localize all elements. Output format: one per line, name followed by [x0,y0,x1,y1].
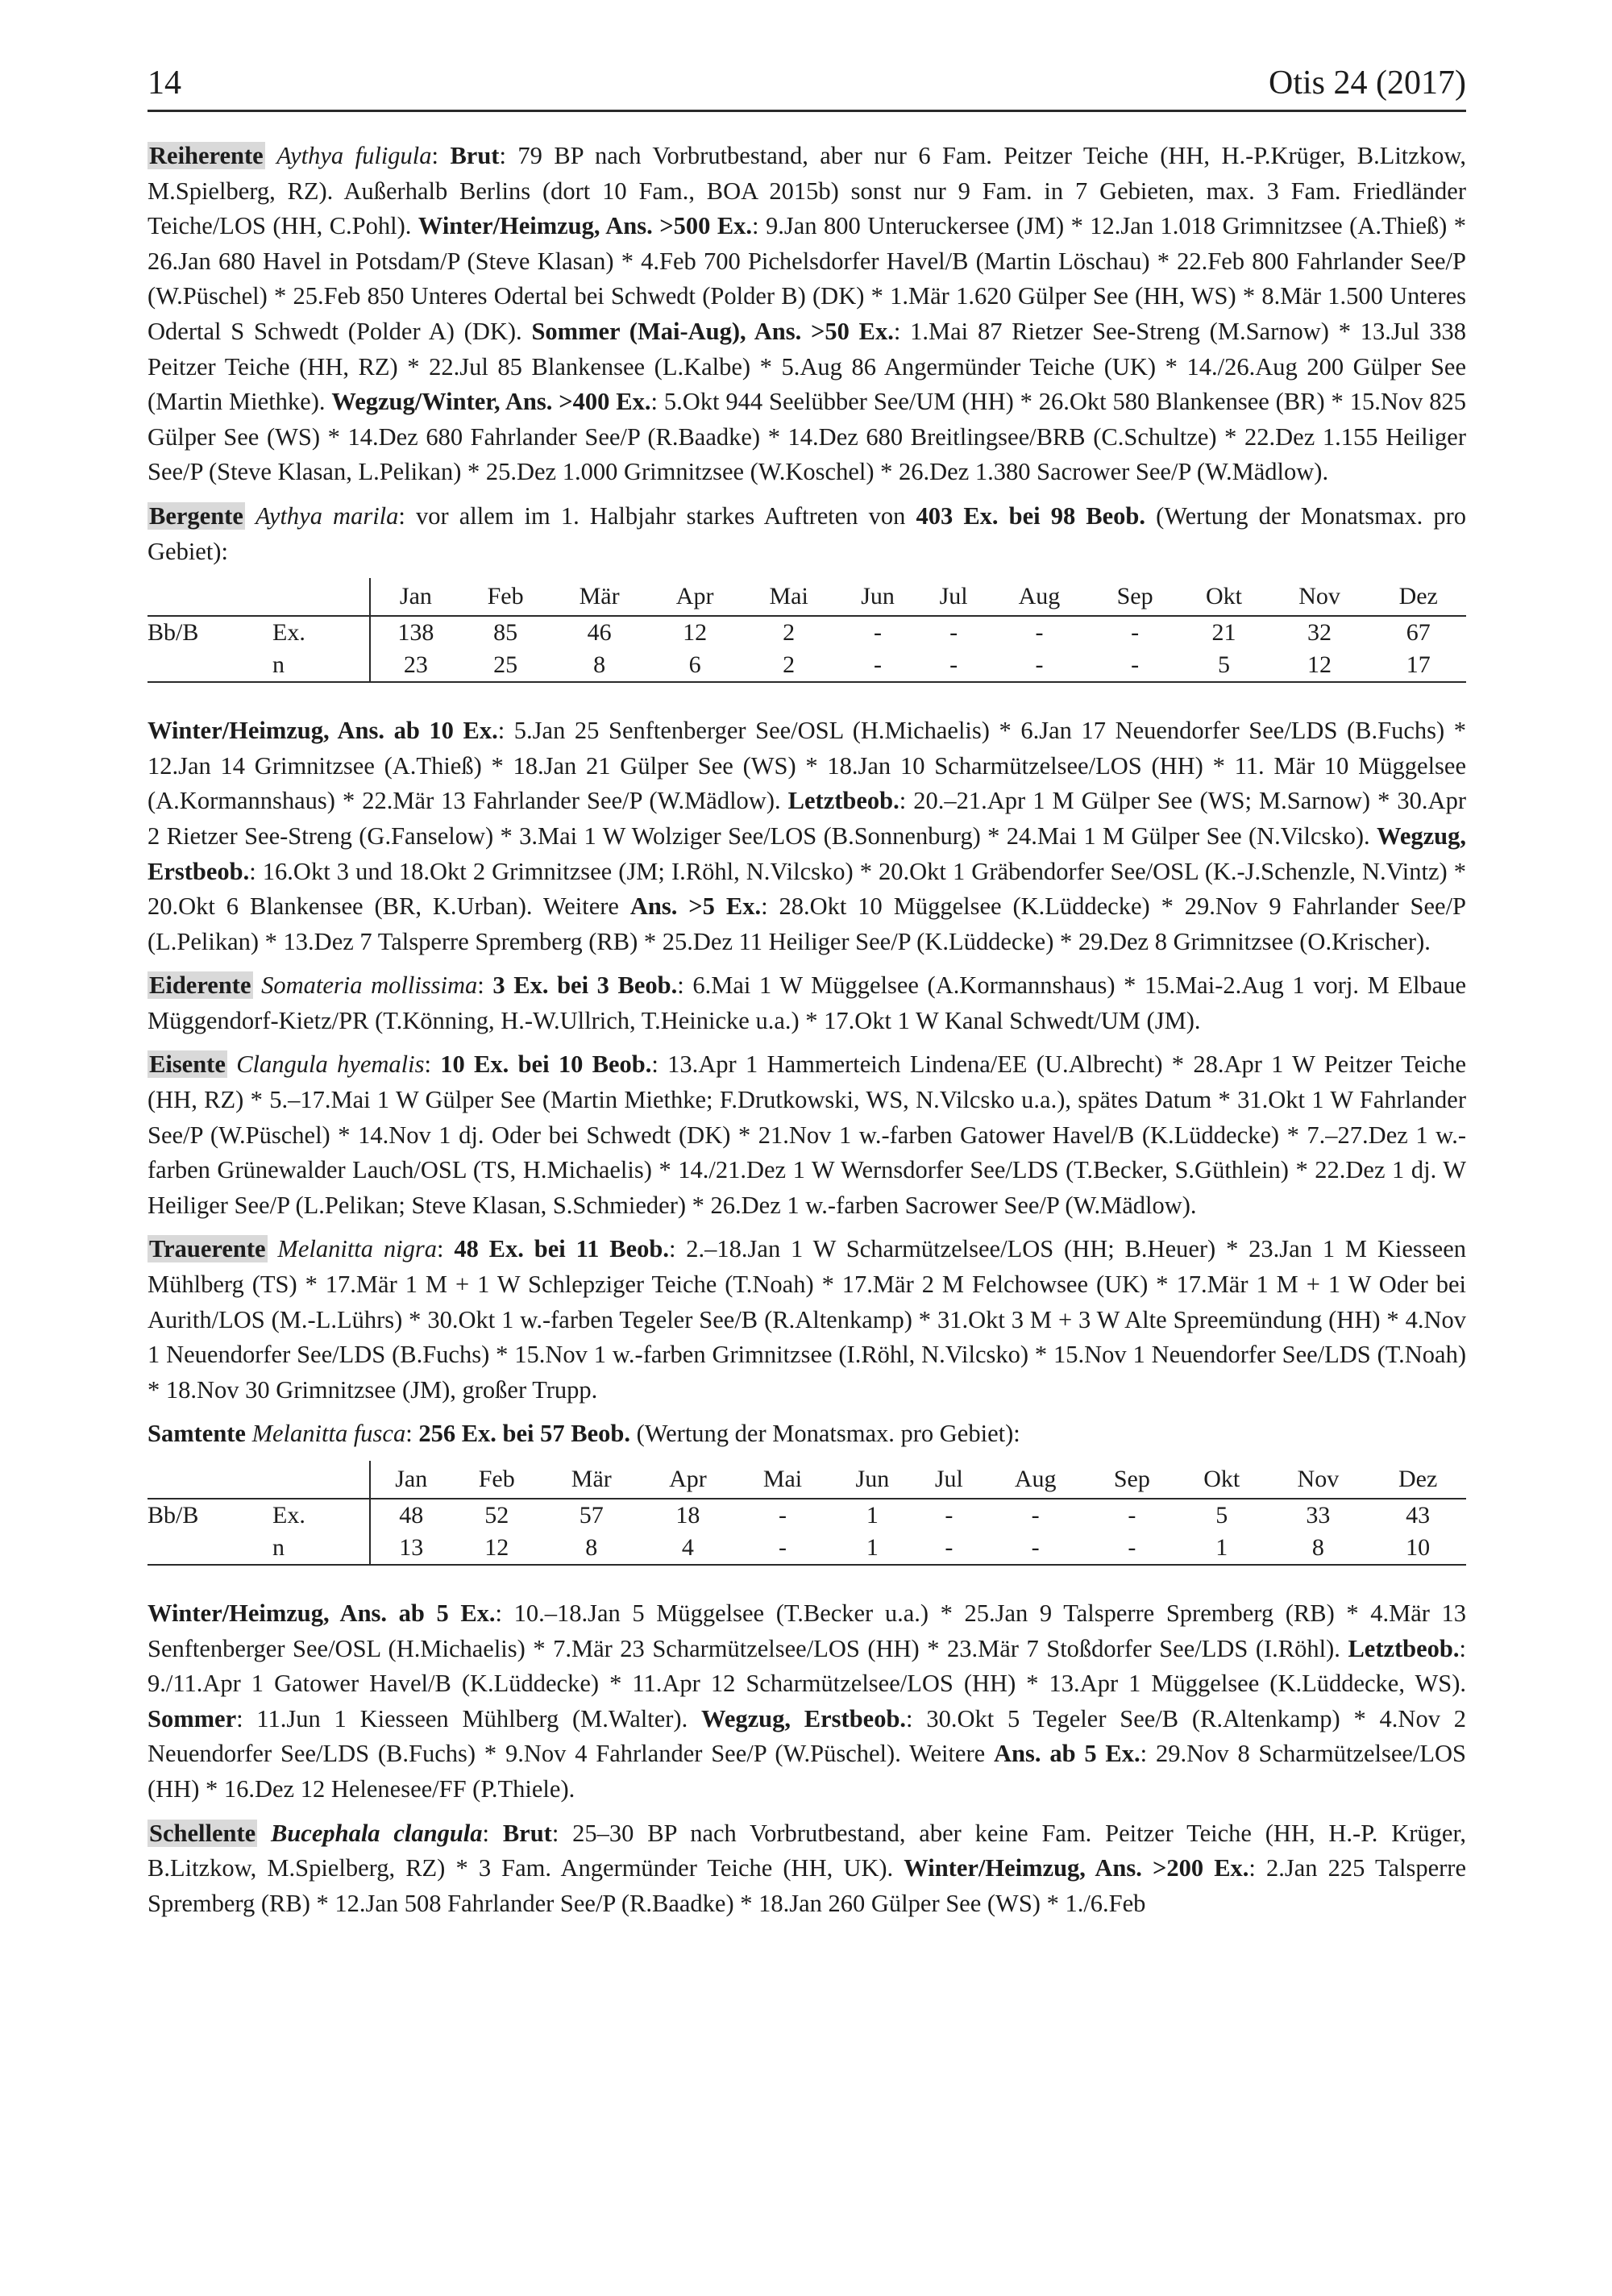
bold-run: Wegzug/Winter, Ans. >400 Ex. [331,388,651,416]
bold-run: Winter/Heimzug, Ans. ab 5 Ex. [147,1599,496,1627]
text-run: : 1.Mai 87 Rietzer See-Streng (M.Sarnow) * 13.Jul 338 Peitzer Teiche (HH, RZ) * 22.Jul 85 Blankensee (L.Kalbe) * 5.Aug 86 Angermünder Teiche (UK) * 14./26.Aug 200 Gülper See (Martin Miethke). [147,317,1466,416]
table-header-row [147,578,1466,616]
table-cell: 23 [370,649,461,682]
species-entry-samtente [147,1416,1466,1452]
text-run: : 13.Apr 1 Hammerteich Lindena/EE (U.Albrecht) * 28.Apr 1 W Peitzer Teiche (HH, RZ) * 5.–17.Mai 1 W Gülper See (Martin Miethke; F.Drutkowski, WS, N.Vilcsko u.a.), spätes Datum * 31.Okt 1 W Fahrlander See/P (W.Püschel) * 14.Nov 1 dj. Oder bei Schwedt (DK) * 21.Nov 1 w.-farben Gatower Havel/B (K.Lüddecke) * 7.–27.Dez 1 w.-farben Grünewalder Lauch/OSL (TS, H.Michaelis) * 14./21.Dez 1 W Wernsdorfer See/LDS (T.Becker, S.Güthlein) * 22.Dez 1 dj. W Heiliger See/P (L.Pelikan; Steve Klasan, S.Schmieder) * 26.Dez 1 w.-farben Sacrower See/P (W.Mädlow). [147,1050,1466,1219]
text-run: : vor allem im 1. Halbjahr starkes Auftreten von [398,501,916,530]
table-cell: 32 [1307,619,1332,647]
bold-run: 48 Ex. bei 11 Beob. [454,1235,669,1263]
text-run: : 11.Jun 1 Kiesseen Mühlberg (M.Walter). [236,1704,702,1732]
latin-name: Bucephala clangula [270,1819,483,1847]
journal-title: Otis 24 (2017) [1269,64,1466,102]
latin-name: Clangula hyemalis [236,1050,425,1079]
species-entry-reiherente [147,139,1466,490]
bold-run: Winter/Heimzug, Ans. >200 Ex. [904,1854,1249,1882]
month-header: Jul [919,578,988,616]
table-cell: 43 [1406,1502,1431,1529]
month-header: Jun [837,578,919,616]
table-row [147,616,1466,649]
month-header: Jan [370,578,461,616]
month-header: Sep [1091,578,1179,616]
month-header: Jan [370,1461,452,1499]
species-entry-bergente [147,499,1466,569]
text-run: : [436,1235,455,1263]
latin-name: Somateria mollissima [261,971,478,1000]
bold-run: Winter/Heimzug, Ans. >500 Ex. [418,212,753,240]
table-cell: - [734,1532,831,1565]
species-name: Reiherente [149,142,264,169]
table-cell: 1 [1177,1532,1266,1565]
text-run: (Wertung der Monatsmax. pro Gebiet): [630,1420,1020,1448]
table-cell: 12 [1269,649,1371,682]
table-cell: - [1131,619,1140,647]
table-cell: 8 [1266,1532,1369,1565]
table-cell: 21 [1211,619,1236,647]
page-number: 14 [147,64,181,102]
species-name: Trauerente [149,1235,266,1263]
bold-run: 10 Ex. bei 10 Beob. [440,1050,652,1079]
table-cell: 1 [831,1532,914,1565]
table-cell: 5 [1179,649,1268,682]
table-cell: 1 [866,1502,879,1529]
text-run: : 2.Jan 225 Talsperre Spremberg (RB) * 12.Jan 508 Fahrlander See/P (R.Baadke) * 18.Jan 260 Gülper See (WS) * 1./6.Feb [147,1854,1467,1917]
table-cell: 8 [550,649,649,682]
latin-name: Melanitta fusca [251,1420,406,1448]
table-cell: 52 [484,1502,509,1529]
table-cell: - [1091,649,1179,682]
region-label: Bb/B [147,1502,199,1529]
table-cell: 48 [399,1502,424,1529]
table-cell: - [1087,1532,1177,1565]
table-header-row [147,1461,1466,1499]
text-run: : 5.Okt 944 Seelübber See/UM (HH) * 26.Okt 580 Blankensee (BR) * 15.Nov 825 Gülper See (WS) * 14.Dez 680 Fahrlander See/P (R.Baadke) * 14.Dez 680 Breitlingsee/BRB (C.Schultze) * 22.Dez 1.155 Heiliger See/P (Steve Klasan, L.Pelikan) * 25.Dez 1.000 Grimnitzsee (W.Koschel) * 26.Dez 1.380 Sacrower See/P (W.Mädlow). [147,388,1466,486]
species-entry-eisente [147,1047,1466,1223]
table-cell: 10 [1369,1532,1466,1565]
table-cell: 85 [493,619,518,647]
species-entry-bergente-continued [147,713,1466,959]
text-run: : 79 BP nach Vorbrutbestand, aber nur 6 Fam. Peitzer Teiche (HH, H.-P.Krüger, B.Litzkow, M.Spielberg, RZ). Außerhalb Berlins (dort 10 Fam., BOA 2015b) sonst nur 9 Fam. in 7 Gebieten, max. 3 Fam. Friedländer Teiche/LOS (HH, C.Pohl). [147,142,1466,240]
table-cell: 2 [783,619,796,647]
text-run: : [477,971,493,1000]
bold-run: Sommer (Mai-Aug), Ans. >50 Ex. [531,317,894,345]
bold-run: Winter/Heimzug, Ans. ab 10 Ex. [147,717,498,745]
table-cell: - [1128,1502,1136,1529]
table-cell: 6 [649,649,741,682]
bold-run: Ans. ab 5 Ex. [994,1740,1140,1768]
table-cell: - [1031,1502,1040,1529]
table-cell: 12 [683,619,708,647]
bold-run: 256 Ex. bei 57 Beob. [418,1420,630,1448]
month-header: Aug [984,1461,1087,1499]
table-cell: 12 [452,1532,542,1565]
table-cell: 67 [1406,619,1431,647]
table-cell: - [988,649,1091,682]
table-cell: 8 [542,1532,642,1565]
samtente-monthly-table [147,1461,1466,1566]
text-run: : 5.Jan 25 Senftenberger See/OSL (H.Michaelis) * 6.Jan 17 Neuendorfer See/LDS (B.Fuchs) * 12.Jan 14 Grimnitzsee (A.Thieß) * 18.Jan 21 Gülper See (WS) * 18.Jan 10 Scharmützelsee/LOS (HH) * 11. Mär 10 Müggelsee (A.Kormannshaus) * 22.Mär 13 Fahrlander See/P (W.Mädlow). [147,717,1467,815]
month-header: Mär [550,578,649,616]
table-row [147,1532,1466,1565]
table-cell: 13 [370,1532,452,1565]
text-run: : 28.Okt 10 Müggelsee (K.Lüddecke) * 29.Nov 9 Fahrlander See/P (L.Pelikan) * 13.Dez 7 Talsperre Spremberg (RB) * 25.Dez 11 Heiliger See/P (K.Lüddecke) * 29.Dez 8 Grimnitzsee (O.Krischer). [147,892,1467,955]
text-run: : 20.–21.Apr 1 M Gülper See (WS; M.Sarnow) * 30.Apr 2 Rietzer See-Streng (G.Fanselow) * 3.Mai 1 W Wolziger See/LOS (B.Sonnenburg) * 24.Mai 1 M Gülper See (N.Vilcsko). [147,787,1466,850]
text-run: : [405,1420,419,1448]
bold-run: 3 Ex. bei 3 Beob. [492,971,678,1000]
table-cell: 25 [461,649,550,682]
bold-run: Ans. >5 Ex. [629,892,762,921]
table-cell: - [914,1532,984,1565]
row-label: Ex. [272,1499,370,1532]
text-run: : [431,142,451,169]
table-cell: 138 [397,619,434,647]
table-cell: 18 [675,1502,700,1529]
table-cell: - [949,619,958,647]
month-header: Mai [734,1461,831,1499]
month-header: Nov [1269,578,1371,616]
page-header [147,63,1466,112]
month-header: Dez [1369,1461,1466,1499]
month-header: Dez [1370,578,1466,616]
latin-name: Melanitta nigra [277,1235,437,1263]
row-label: n [272,649,370,682]
text-run: : 16.Okt 3 und 18.Okt 2 Grimnitzsee (JM; I.Röhl, N.Vilcsko) * 20.Okt 1 Gräbendorfer See/OSL (K.-J.Schenzle, N.Vintz) * 20.Okt 6 Blankensee (BR, K.Urban). Weitere [147,857,1466,921]
text-run: : 6.Mai 1 W Müggelsee (A.Kormannshaus) * 15.Mai-2.Aug 1 vorj. M Elbaue Müggendorf-Kietz/PR (T.Könning, H.-W.Ullrich, T.Heinicke u.a.) * 17.Okt 1 W Kanal Schwedt/UM (JM). [147,971,1466,1034]
species-name: Eisente [149,1050,226,1079]
table-cell: - [778,1502,787,1529]
species-name: Bergente [149,501,243,530]
table-cell: - [984,1532,1087,1565]
text-run: (Wertung der Monatsmax. pro Gebiet): [147,501,1467,565]
region-label: Bb/B [147,619,199,647]
month-header: Okt [1179,578,1268,616]
month-header: Okt [1177,1461,1266,1499]
species-entry-samtente-continued [147,1596,1466,1807]
table-cell: 57 [579,1502,604,1529]
table-cell: - [945,1502,953,1529]
table-cell: 17 [1370,649,1466,682]
text-run: : 29.Nov 8 Scharmützelsee/LOS (HH) * 16.Dez 12 Helenesee/FF (P.Thiele). [147,1740,1466,1803]
table-cell: 33 [1306,1502,1331,1529]
species-name: Samtente [147,1420,246,1448]
species-entry-schellente [147,1816,1466,1922]
month-header: Feb [461,578,550,616]
latin-name: Aythya marila [255,501,399,530]
bold-run: 403 Ex. bei 98 Beob. [916,501,1145,530]
text-run: : [482,1819,503,1847]
row-label: Ex. [272,616,370,649]
table-cell: - [874,619,883,647]
table-cell: 5 [1215,1502,1228,1529]
latin-name: Aythya fuligula [276,142,432,169]
table-cell: 4 [642,1532,735,1565]
bold-run: Brut [502,1819,552,1847]
bold-run: Letztbeob. [787,787,899,815]
month-header: Mai [741,578,837,616]
month-header: Apr [642,1461,735,1499]
bold-run: Sommer [147,1704,237,1732]
bold-run: Wegzug, Erstbeob. [701,1704,907,1732]
month-header: Nov [1266,1461,1369,1499]
month-header: Jun [831,1461,914,1499]
bold-run: Wegzug, Erstbeob. [147,821,1466,885]
table-row [147,649,1466,682]
text-run: : 9./11.Apr 1 Gatower Havel/B (K.Lüddecke) * 11.Apr 12 Scharmützelsee/LOS (HH) * 13.Apr 1 Müggelsee (K.Lüddecke, WS). [147,1634,1466,1698]
bold-run: Brut [450,142,500,169]
text-run: : 10.–18.Jan 5 Müggelsee (T.Becker u.a.) * 25.Jan 9 Talsperre Spremberg (RB) * 4.Mär 13 Senftenberger See/OSL (H.Michaelis) * 7.Mär 23 Scharmützelsee/LOS (HH) * 23.Mär 7 Stoßdorfer See/LDS (I.Röhl). [147,1599,1466,1662]
text-run: : 30.Okt 5 Tegeler See/B (R.Altenkamp) * 4.Nov 2 Neuendorfer See/LDS (B.Fuchs) * 9.Nov 4 Fahrlander See/P (W.Püschel). Weitere [147,1704,1466,1768]
text-run: : 25–30 BP nach Vorbrutbestand, aber keine Fam. Peitzer Teiche (HH, H.-P. Krüger, B.Litzkow, M.Spielberg, RZ) * 3 Fam. Angermünder Teiche (HH, UK). [147,1819,1467,1882]
bold-run: Letztbeob. [1348,1634,1460,1662]
table-cell: 46 [587,619,612,647]
month-header: Sep [1087,1461,1177,1499]
article-body [147,139,1466,1930]
table-cell: - [837,649,919,682]
text-run: : 2.–18.Jan 1 W Scharmützelsee/LOS (HH; B.Heuer) * 23.Jan 1 M Kiesseen Mühlberg (TS) * 17.Mär 1 M + 1 W Schlepziger Teiche (T.Noah) * 17.Mär 2 M Felchowsee (UK) * 17.Mär 1 M + 1 W Oder bei Aurith/LOS (M.-L.Lührs) * 30.Okt 1 w.-farben Tegeler See/B (R.Altenkamp) * 31.Okt 3 M + 3 W Alte Spreemündung (HH) * 4.Nov 1 Neuendorfer See/LDS (B.Fuchs) * 15.Nov 1 w.-farben Grimnitzsee (I.Röhl, N.Vilcsko) * 15.Nov 1 Neuendorfer See/LDS (T.Noah) * 18.Nov 30 Grimnitzsee (JM), großer Trupp. [147,1235,1466,1404]
table-cell: - [919,649,988,682]
species-entry-eiderente [147,968,1466,1038]
table-row [147,1499,1466,1532]
month-header: Apr [649,578,741,616]
species-name: Schellente [149,1819,256,1847]
month-header: Mär [542,1461,642,1499]
species-entry-trauerente [147,1232,1466,1408]
text-run: : [424,1050,441,1079]
row-label: n [272,1532,370,1565]
month-header: Jul [914,1461,984,1499]
table-cell: - [1035,619,1044,647]
month-header: Feb [452,1461,542,1499]
table-cell: 2 [741,649,837,682]
species-name: Eiderente [149,971,251,1000]
text-run: : 9.Jan 800 Unteruckersee (JM) * 12.Jan 1.018 Grimnitzsee (A.Thieß) * 26.Jan 680 Havel in Potsdam/P (Steve Klasan) * 4.Feb 700 Pichelsdorfer Havel/B (Martin Löschau) * 22.Feb 800 Fahrlander See/P (W.Püschel) * 25.Feb 850 Unteres Odertal bei Schwedt (Polder B) (DK) * 1.Mär 1.620 Gülper See (HH, WS) * 8.Mär 1.500 Unteres Odertal S Schwedt (Polder A) (DK). [147,212,1466,345]
bergente-monthly-table [147,578,1466,683]
month-header: Aug [988,578,1091,616]
